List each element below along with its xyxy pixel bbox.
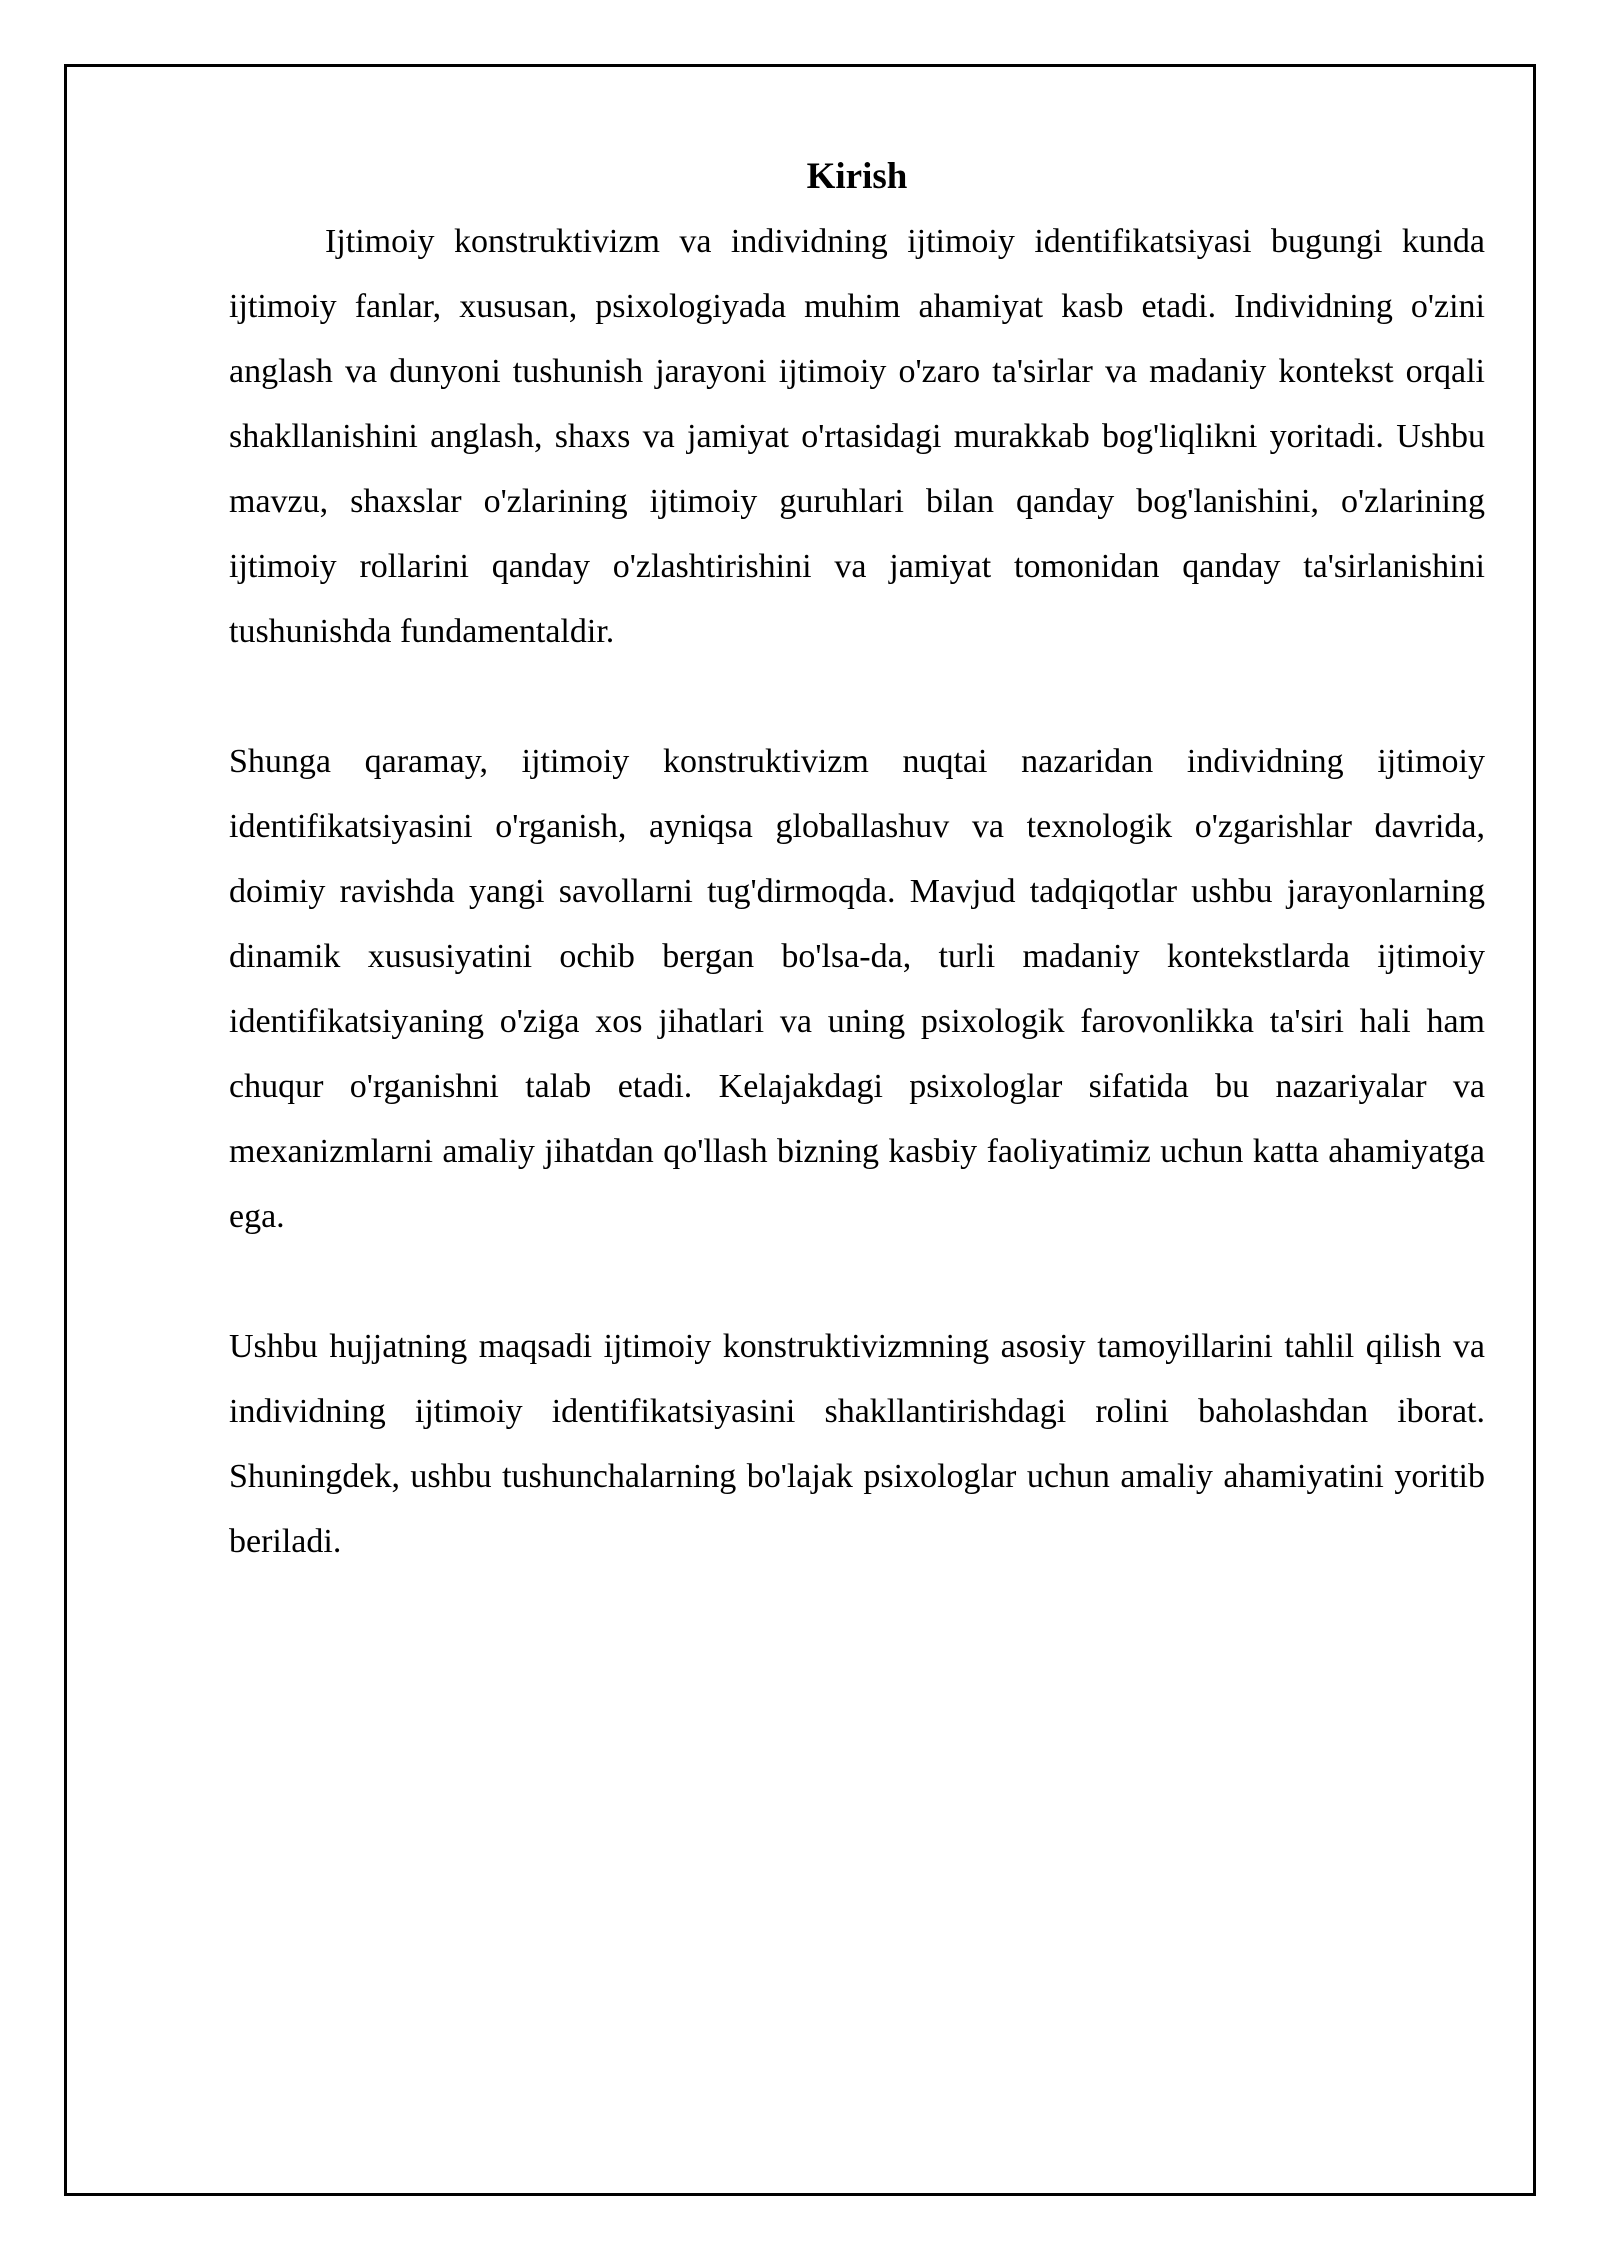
paragraph-3: Ushbu hujjatning maqsadi ijtimoiy konstruktivizmning asosiy tamoyillarini tahlil qilish va individning ijtimoiy identifikatsiyasini shakllantirishdagi rolini baholashdan iborat. Shuningdek, ushbu tushunchalarning bo'lajak psixologlar uchun amaliy ahamiyatini yoritib beriladi.: [229, 1328, 1485, 1560]
document-title: Kirish: [806, 156, 908, 197]
paragraph-gap: [229, 664, 1485, 729]
paragraph-gap: [229, 1249, 1485, 1314]
document-body: [229, 145, 1485, 1574]
paragraph-1: Ijtimoiy konstruktivizm va individning ijtimoiy identifikatsiyasi bugungi kunda ijtimoiy fanlar, xususan, psixologiyada muhim ahamiyat kasb etadi. Individning o'zini anglash va dunyoni tushunish jarayoni ijtimoiy o'zaro ta'sirlar va madaniy kontekst orqali shakllanishini anglash, shaxs va jamiyat o'rtasidagi murakkab bog'liqlikni yoritadi. Ushbu mavzu, shaxslar o'zlarining ijtimoiy guruhlari bilan qanday bog'lanishini, o'zlarining ijtimoiy rollarini qanday o'zlashtirishini va jamiyat tomonidan qanday ta'sirlanishini tushunishda fundamentaldir.: [229, 223, 1485, 650]
paragraph-2: Shunga qaramay, ijtimoiy konstruktivizm nuqtai nazaridan individning ijtimoiy identifikatsiyasini o'rganish, ayniqsa globallashuv va texnologik o'zgarishlar davrida, doimiy ravishda yangi savollarni tug'dirmoqda. Mavjud tadqiqotlar ushbu jarayonlarning dinamik xususiyatini ochib bergan bo'lsa-da, turli madaniy kontekstlarda ijtimoiy identifikatsiyaning o'ziga xos jihatlari va uning psixologik farovonlikka ta'siri hali ham chuqur o'rganishni talab etadi. Kelajakdagi psixologlar sifatida bu nazariyalar va mexanizmlarni amaliy jihatdan qo'llash bizning kasbiy faoliyatimiz uchun katta ahamiyatga ega.: [229, 743, 1485, 1235]
